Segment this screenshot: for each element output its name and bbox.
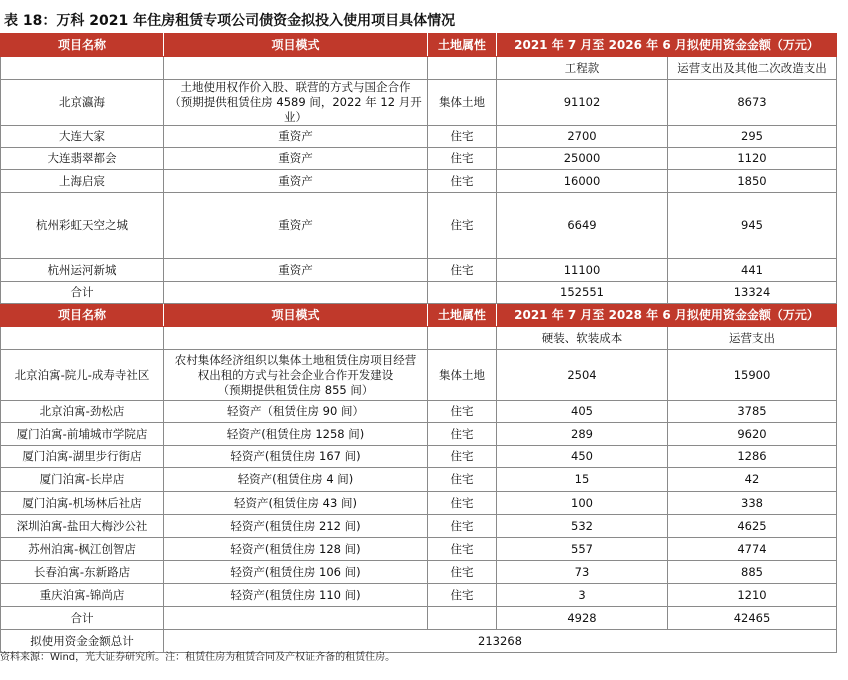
land-type: 住宅	[428, 446, 497, 468]
grand-total-value: 213268	[164, 630, 837, 653]
project-name: 杭州彩虹天空之城	[1, 193, 164, 259]
value-2: 1850	[668, 170, 837, 193]
value-2: 1210	[668, 584, 837, 607]
project-mode: 轻资产(租赁住房 43 间)	[164, 492, 428, 515]
value-1: 6649	[497, 193, 668, 259]
project-mode: 重资产	[164, 126, 428, 148]
value-2: 42	[668, 468, 837, 492]
section2-total-row	[1, 607, 837, 630]
project-mode: 轻资产(租赁住房 128 间)	[164, 538, 428, 561]
grand-total-label: 拟使用资金金额总计	[1, 630, 164, 653]
table-row	[1, 584, 837, 607]
header-land-type: 土地属性	[428, 304, 497, 327]
value-1: 2504	[497, 350, 668, 401]
header-project-mode: 项目模式	[164, 304, 428, 327]
section2-header-row	[1, 304, 837, 327]
value-1: 450	[497, 446, 668, 468]
project-name: 苏州泊寓-枫江创智店	[1, 538, 164, 561]
project-mode: 土地使用权作价入股、联营的方式与国企合作 （预期提供租赁住房 4589 间，2022 年 12 月开业）	[164, 80, 428, 126]
value-1: 25000	[497, 148, 668, 170]
subheader-operating: 运营支出及其他二次改造支出	[668, 57, 837, 80]
land-type: 集体土地	[428, 350, 497, 401]
total-value-1: 4928	[497, 607, 668, 630]
project-name: 北京瀛海	[1, 80, 164, 126]
land-type: 住宅	[428, 468, 497, 492]
project-name: 深圳泊寓-盐田大梅沙公社	[1, 515, 164, 538]
project-name: 大连翡翠都会	[1, 148, 164, 170]
project-name: 厦门泊寓-机场林后社店	[1, 492, 164, 515]
value-2: 1120	[668, 148, 837, 170]
land-type: 住宅	[428, 148, 497, 170]
section1-total-row	[1, 282, 837, 304]
land-type: 住宅	[428, 401, 497, 423]
header-project-name: 项目名称	[1, 304, 164, 327]
value-1: 557	[497, 538, 668, 561]
project-mode: 重资产	[164, 148, 428, 170]
subheader-operating: 运营支出	[668, 327, 837, 350]
table-row	[1, 126, 837, 148]
value-2: 295	[668, 126, 837, 148]
project-mode: 轻资产(租赁住房 106 间)	[164, 561, 428, 584]
source-note: 资料来源：Wind，光大证券研究所。注：租赁住房为租赁合同及产权证齐备的租赁住房。	[0, 652, 396, 663]
project-name: 长春泊寓-东新路店	[1, 561, 164, 584]
subheader-decoration: 硬装、软装成本	[497, 327, 668, 350]
value-2: 441	[668, 259, 837, 282]
project-name: 北京泊寓-劲松店	[1, 401, 164, 423]
value-2: 885	[668, 561, 837, 584]
project-mode: 轻资产（租赁住房 90 间）	[164, 401, 428, 423]
section1-subheader-row	[1, 57, 837, 80]
table-row	[1, 80, 837, 126]
value-2: 4774	[668, 538, 837, 561]
section1-header-row	[1, 34, 837, 57]
value-2: 9620	[668, 423, 837, 446]
value-1: 3	[497, 584, 668, 607]
total-value-2: 42465	[668, 607, 837, 630]
header-fund-amount: 2021 年 7 月至 2026 年 6 月拟使用资金金额（万元）	[497, 34, 837, 57]
value-1: 2700	[497, 126, 668, 148]
land-type: 住宅	[428, 584, 497, 607]
header-project-mode: 项目模式	[164, 34, 428, 57]
table-row	[1, 515, 837, 538]
land-type: 住宅	[428, 170, 497, 193]
header-land-type: 土地属性	[428, 34, 497, 57]
land-type: 住宅	[428, 492, 497, 515]
land-type: 住宅	[428, 515, 497, 538]
project-mode: 轻资产(租赁住房 4 间)	[164, 468, 428, 492]
land-type: 住宅	[428, 538, 497, 561]
table-row	[1, 538, 837, 561]
fund-allocation-table	[0, 33, 837, 653]
value-2: 15900	[668, 350, 837, 401]
land-type: 住宅	[428, 193, 497, 259]
value-1: 15	[497, 468, 668, 492]
value-2: 8673	[668, 80, 837, 126]
value-1: 289	[497, 423, 668, 446]
project-mode: 重资产	[164, 259, 428, 282]
project-name: 杭州运河新城	[1, 259, 164, 282]
land-type: 住宅	[428, 259, 497, 282]
table-row	[1, 561, 837, 584]
project-name: 大连大家	[1, 126, 164, 148]
value-1: 100	[497, 492, 668, 515]
value-2: 4625	[668, 515, 837, 538]
table-row	[1, 259, 837, 282]
table-title: 表 18：万科 2021 年住房租赁专项公司债资金拟投入使用项目具体情况	[4, 13, 456, 29]
land-type: 住宅	[428, 423, 497, 446]
project-name: 厦门泊寓-湖里步行街店	[1, 446, 164, 468]
project-name: 上海启宸	[1, 170, 164, 193]
section2-subheader-row	[1, 327, 837, 350]
total-value-1: 152551	[497, 282, 668, 304]
land-type: 集体土地	[428, 80, 497, 126]
table-row	[1, 170, 837, 193]
project-mode: 农村集体经济组织以集体土地租赁住房项目经营 权出租的方式与社会企业合作开发建设 （预期提供租赁住房 855 间）	[164, 350, 428, 401]
value-1: 91102	[497, 80, 668, 126]
value-1: 73	[497, 561, 668, 584]
value-2: 3785	[668, 401, 837, 423]
total-label: 合计	[1, 282, 164, 304]
table-row	[1, 492, 837, 515]
land-type: 住宅	[428, 126, 497, 148]
table-row	[1, 446, 837, 468]
project-mode: 轻资产(租赁住房 110 间)	[164, 584, 428, 607]
table-row	[1, 468, 837, 492]
table-row	[1, 401, 837, 423]
land-type: 住宅	[428, 561, 497, 584]
value-2: 1286	[668, 446, 837, 468]
project-name: 北京泊寓-院儿-成寿寺社区	[1, 350, 164, 401]
total-label: 合计	[1, 607, 164, 630]
project-mode: 轻资产(租赁住房 167 间)	[164, 446, 428, 468]
project-mode: 轻资产(租赁住房 212 间)	[164, 515, 428, 538]
subheader-engineering: 工程款	[497, 57, 668, 80]
table-row	[1, 193, 837, 259]
project-name: 厦门泊寓-前埔城市学院店	[1, 423, 164, 446]
value-1: 11100	[497, 259, 668, 282]
table-row	[1, 350, 837, 401]
value-1: 16000	[497, 170, 668, 193]
header-fund-amount: 2021 年 7 月至 2028 年 6 月拟使用资金金额（万元）	[497, 304, 837, 327]
table-row	[1, 423, 837, 446]
header-project-name: 项目名称	[1, 34, 164, 57]
project-name: 厦门泊寓-长岸店	[1, 468, 164, 492]
value-1: 405	[497, 401, 668, 423]
project-mode: 重资产	[164, 170, 428, 193]
project-name: 重庆泊寓-锦尚店	[1, 584, 164, 607]
total-value-2: 13324	[668, 282, 837, 304]
value-1: 532	[497, 515, 668, 538]
project-mode: 轻资产(租赁住房 1258 间)	[164, 423, 428, 446]
project-mode: 重资产	[164, 193, 428, 259]
table-row	[1, 148, 837, 170]
value-2: 945	[668, 193, 837, 259]
value-2: 338	[668, 492, 837, 515]
